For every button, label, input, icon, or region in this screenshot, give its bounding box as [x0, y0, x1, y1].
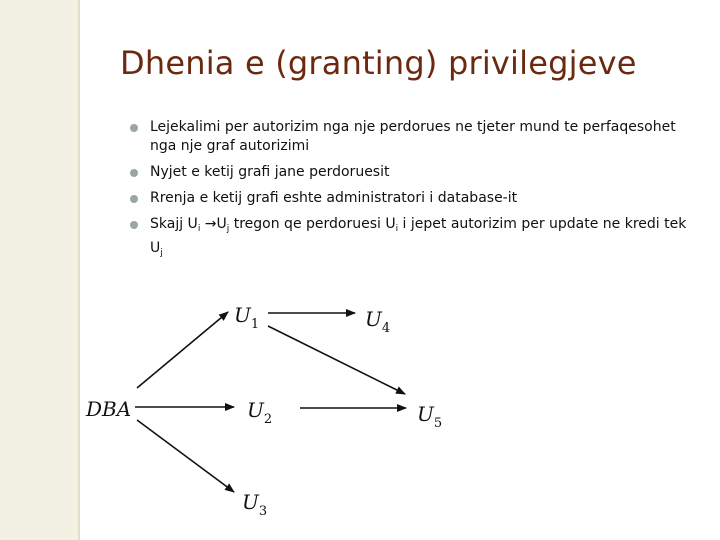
edge-u1-u5: [268, 326, 405, 394]
node-u2: $U_2$: [247, 398, 273, 427]
bullet-text: Lejekalimi per autorizim nga nje perdorues ne tjeter mund te perfaqesohet nga nje graf autorizimi: [150, 119, 676, 154]
subscript: i: [197, 224, 201, 234]
bullet-text-part: →U: [200, 216, 227, 232]
node-u5: $U_5$: [417, 402, 443, 431]
subscript: j: [160, 248, 163, 258]
edge-dba-u3: [137, 420, 234, 492]
node-dba: DBA: [86, 397, 132, 421]
slide-title: Dhenia e (granting) privilegjeve: [120, 44, 637, 82]
bullet-text-part: i jepet autorizim per update ne kredi tek U: [150, 216, 687, 256]
bullet-text-part: Skajj U: [150, 216, 198, 232]
node-u3: $U_3$: [242, 490, 268, 519]
subscript: j: [226, 224, 230, 234]
bullet-text: Rrenja e ketij grafi eshte administratori i database-it: [150, 190, 518, 206]
bullet-text: Nyjet e ketij grafi jane perdoruesit: [150, 164, 390, 180]
node-u1: $U_1$: [234, 303, 260, 332]
bullet-text-part: tregon qe perdoruesi U: [229, 216, 396, 232]
edge-dba-u1: [137, 312, 228, 388]
subscript: i: [395, 224, 399, 234]
node-u4: $U_4$: [365, 307, 391, 336]
